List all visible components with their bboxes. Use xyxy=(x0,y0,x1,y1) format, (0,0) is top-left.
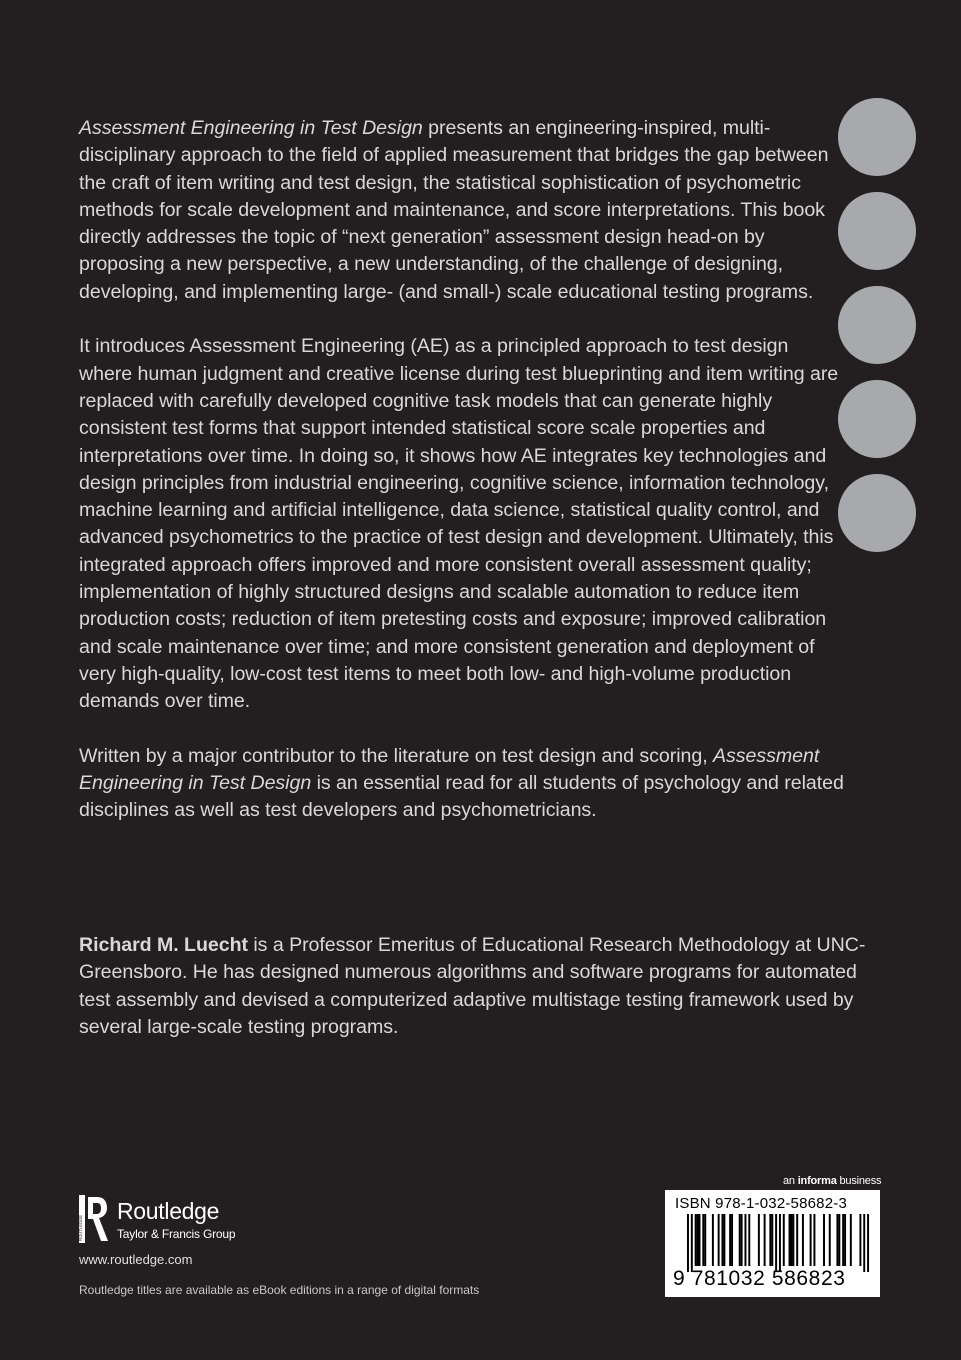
book-title-italic-2: Assessment Engineering in Test Design xyxy=(79,744,820,795)
barcode-bar xyxy=(783,1214,785,1266)
decorative-circle-2 xyxy=(838,192,916,270)
barcode-bar xyxy=(758,1214,760,1266)
barcode-bar xyxy=(769,1214,771,1266)
barcode-bar xyxy=(844,1214,846,1266)
barcode-bar xyxy=(829,1214,831,1266)
decorative-circle-4 xyxy=(838,380,916,458)
barcode-bar xyxy=(723,1214,725,1266)
barcode-bar xyxy=(748,1214,750,1266)
barcode-bar xyxy=(744,1214,746,1266)
barcode-bar xyxy=(695,1214,697,1266)
svg-text:ROUTLEDGE: ROUTLEDGE xyxy=(78,1214,83,1241)
barcode-bars xyxy=(687,1214,869,1272)
author-bio xyxy=(79,932,884,1041)
decorative-circles xyxy=(838,98,916,568)
barcode-bar xyxy=(731,1214,733,1266)
barcode-bar xyxy=(741,1214,743,1266)
ean-digits: 9 781032 586823 xyxy=(673,1267,846,1290)
barcode-bar xyxy=(790,1214,792,1266)
informa-brand: informa xyxy=(797,1175,837,1187)
isbn-label: ISBN 978-1-032-58682-3 xyxy=(675,1195,848,1212)
publisher-group: Taylor & Francis Group xyxy=(117,1227,236,1241)
barcode-bar xyxy=(789,1214,791,1266)
informa-business-label xyxy=(783,1175,881,1187)
informa-suffix: business xyxy=(836,1175,882,1187)
book-description xyxy=(79,115,844,852)
barcode-bar xyxy=(779,1214,781,1272)
description-text-3a: Written by a major contributor to the literature on test design and scoring, xyxy=(79,744,714,767)
barcode-bar xyxy=(775,1214,777,1272)
isbn-barcode xyxy=(665,1190,880,1297)
description-paragraph-2: It introduces Assessment Engineering (AE) as a principled approach to test design where human judgment and creative license during test blueprinting and item writing are replaced with carefully developed cognitive task models that can generate highly consistent test forms that support intended statistical score scale properties and interpretations over time. In doing so, it shows how AE integrates key technologies and design principles from industrial engineering, cognitive science, information technology, machine learning and artificial intelligence, data science, statistical quality control, and advanced psychometrics to the practice of test design and development. Ultimately, this integrated approach offers improved and more consistent overall assessment quality; implementation of highly structured designs and scalable automation to reduce item production costs; reduction of item pretesting costs and exposure; improved calibration and scale maintenance over time; and more consistent generation and deployment of very high-quality, low-cost test items to meet both low- and high-volume production demands over time. xyxy=(79,335,839,713)
description-text-1: presents an engineering-inspired, multi-disciplinary approach to the field of applied measurement that bridges the gap between the craft of item writing and test design, the statistical sophistication of psychometric methods for scale development and maintenance, and score interpretations. This book directly addresses the topic of “next generation” assessment design head-on by proposing a new perspective, a new understanding, of the challenge of designing, developing, and implementing large- (and small-) scale educational testing programs. xyxy=(79,117,829,303)
barcode-bar xyxy=(859,1214,861,1266)
barcode-bar xyxy=(764,1214,766,1266)
author-bio-text: is a Professor Emeritus of Educational Research Methodology at UNC-Greensboro. He has designed numerous algorithms and software programs for automated test assembly and devised a computerized adaptive multistage testing framework used by several large-scale testing programs. xyxy=(79,934,866,1038)
barcode-bar xyxy=(836,1214,838,1266)
description-paragraph-3 xyxy=(79,743,879,825)
barcode-bar xyxy=(718,1214,720,1266)
barcode-bar xyxy=(792,1214,794,1266)
barcode-bar xyxy=(697,1214,699,1266)
barcode-bar xyxy=(739,1214,741,1266)
barcode-bar xyxy=(698,1214,700,1266)
routledge-logo xyxy=(79,1195,259,1245)
barcode-bar xyxy=(712,1214,714,1266)
barcode-bar xyxy=(691,1214,693,1272)
barcode-bar xyxy=(813,1214,815,1266)
description-paragraph-1 xyxy=(79,115,839,306)
barcode-bar xyxy=(771,1214,773,1266)
book-title-italic: Assessment Engineering in Test Design xyxy=(79,117,423,139)
barcode-bar xyxy=(802,1214,804,1266)
barcode-bar xyxy=(810,1214,812,1266)
barcode-bar xyxy=(796,1214,798,1266)
barcode-bar xyxy=(842,1214,844,1266)
publisher-name: Routledge xyxy=(117,1198,220,1224)
barcode-bar xyxy=(729,1214,731,1266)
ebook-note: Routledge titles are available as eBook editions in a range of digital formats xyxy=(79,1283,480,1297)
routledge-r-icon xyxy=(79,1195,109,1243)
barcode-bar xyxy=(850,1214,852,1266)
decorative-circle-1 xyxy=(838,98,916,176)
barcode-bar xyxy=(721,1214,723,1266)
publisher-url: www.routledge.com xyxy=(79,1252,193,1267)
barcode-bar xyxy=(867,1214,869,1272)
decorative-circle-5 xyxy=(838,474,916,552)
barcode-bar xyxy=(823,1214,825,1266)
barcode-bar xyxy=(702,1214,704,1266)
author-name: Richard M. Luecht xyxy=(79,934,248,956)
decorative-circle-3 xyxy=(838,286,916,364)
barcode-bar xyxy=(687,1214,689,1272)
barcode-bar xyxy=(863,1214,865,1272)
informa-prefix: an xyxy=(783,1175,798,1187)
description-text-3b: is an essential read for all students of psychology and related disciplines as well as test developers and psychometricians. xyxy=(79,772,844,822)
barcode-bar xyxy=(838,1214,840,1266)
barcode-bar xyxy=(704,1214,706,1266)
